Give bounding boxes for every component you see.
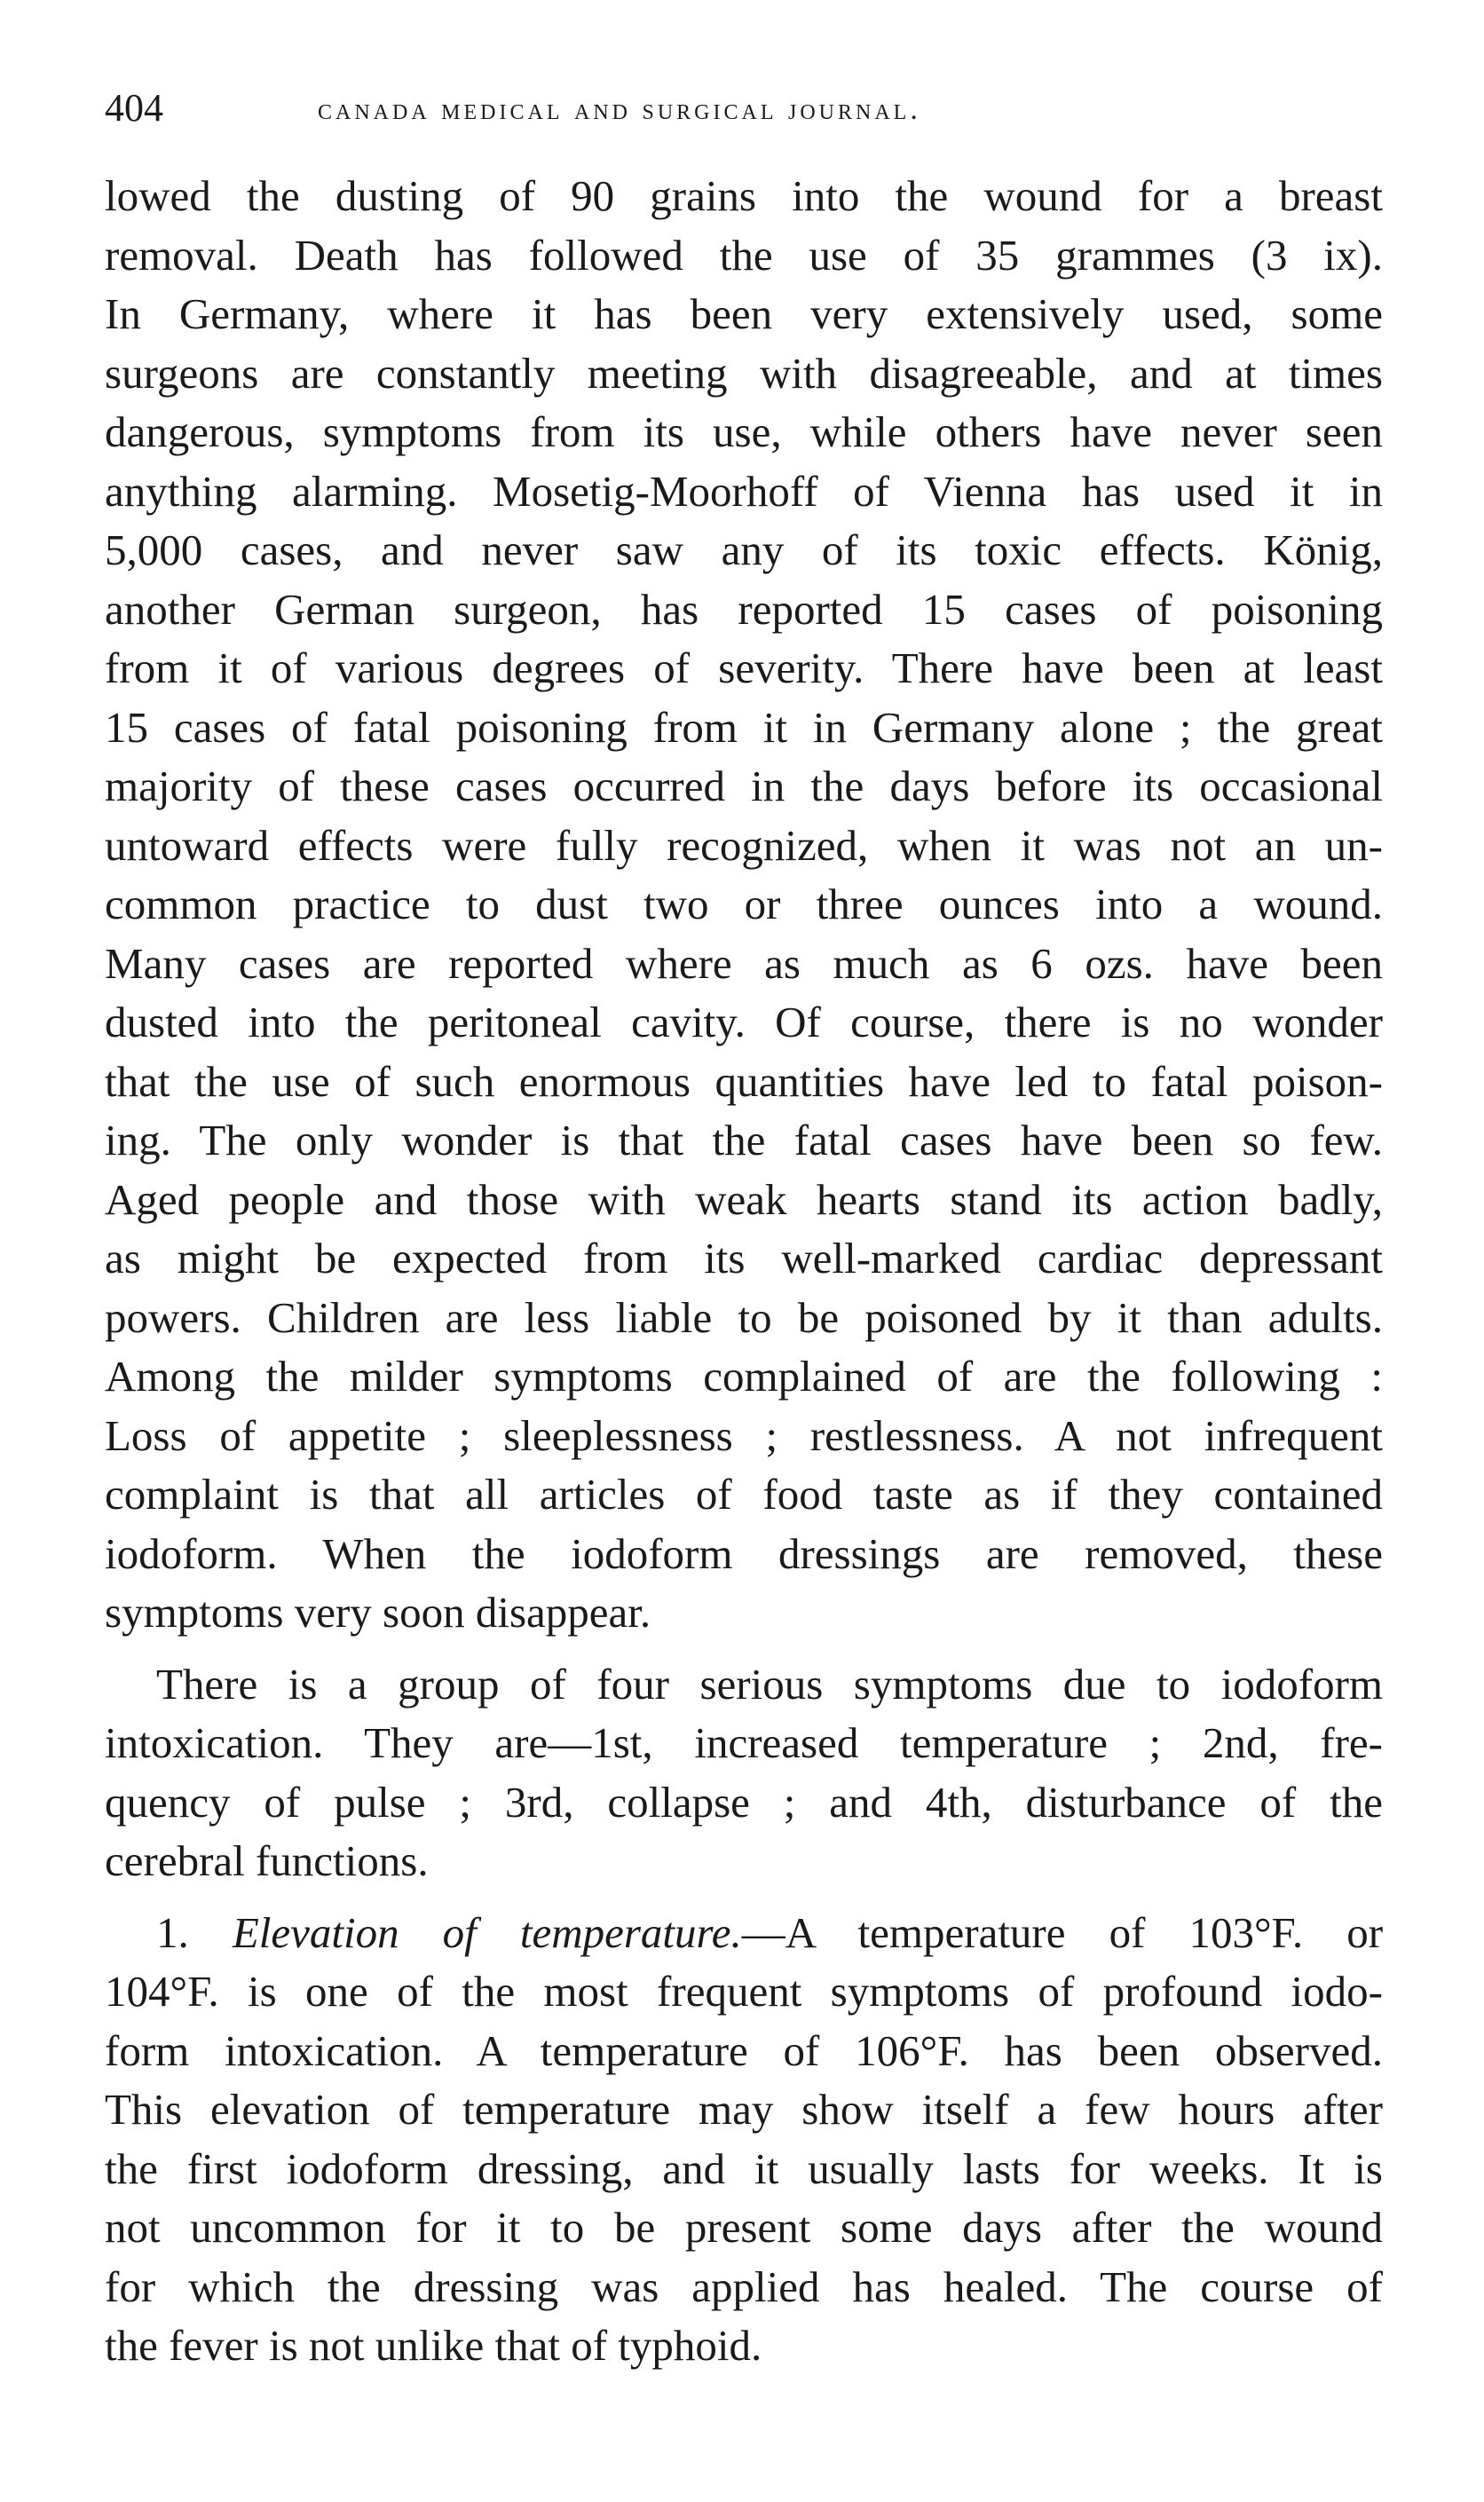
text-line: 5,000 cases, and never saw any of its toxic effects. König, xyxy=(105,525,1383,574)
running-head xyxy=(105,82,1383,135)
text-line: from it of various degrees of severity. There have been at least xyxy=(105,643,1383,692)
text-line: Many cases are reported where as much as 6 ozs. have been xyxy=(105,938,1383,988)
text-line: There is a group of four serious symptoms due to iodoform xyxy=(156,1659,1383,1709)
text-line: dangerous, symptoms from its use, while others have never seen xyxy=(105,407,1383,456)
text-line: powers. Children are less liable to be poisoned by it than adults. xyxy=(105,1292,1383,1342)
text-line: complaint is that all articles of food taste as if they contained xyxy=(105,1470,1383,1519)
text-line: the first iodoform dressing, and it usually lasts for weeks. It is xyxy=(105,2143,1383,2193)
page-number: 404 xyxy=(105,86,163,130)
text-line: anything alarming. Mosetig-Moorhoff of Vienna has used it in xyxy=(105,466,1383,516)
text-line: lowed the dusting of 90 grains into the wound for a breast xyxy=(105,171,1383,220)
text-line: cerebral functions. xyxy=(105,1836,429,1885)
article-body xyxy=(105,167,1383,2376)
text-line: In Germany, where it has been very extensively used, some xyxy=(105,289,1383,338)
text-line: Among the milder symptoms complained of are the following : xyxy=(105,1352,1383,1401)
section-number: 1. xyxy=(156,1907,189,1957)
text-line: symptoms very soon disappear. xyxy=(105,1588,651,1637)
paragraph-elevation-of-temperature xyxy=(105,1904,1383,2376)
text-line: removal. Death has followed the use of 35 grammes (3 ix). xyxy=(105,230,1383,280)
paragraph-iodoform-poisoning-cases xyxy=(105,167,1383,1643)
text-line: not uncommon for it to be present some days after the wound xyxy=(105,2203,1383,2252)
text-line: intoxication. They are—1st, increased temperature ; 2nd, fre- xyxy=(105,1718,1383,1767)
section-heading-rest: —A temperature of 103°F. or xyxy=(741,1907,1384,1957)
section-heading: Elevation of temperature. xyxy=(232,1907,742,1957)
paragraph-gap xyxy=(105,1643,1383,1655)
text-line: ing. The only wonder is that the fatal cases have been so few. xyxy=(105,1116,1383,1164)
text-line: form intoxication. A temperature of 106°F. has been observed. xyxy=(105,2025,1383,2075)
paragraph-gap xyxy=(105,1891,1383,1904)
text-line: 104°F. is one of the most frequent symptoms of profound iodo- xyxy=(105,1967,1383,2016)
text-line: iodoform. When the iodoform dressings are removed, these xyxy=(105,1528,1383,1578)
text-line: quency of pulse ; 3rd, collapse ; and 4th, disturbance of the xyxy=(105,1777,1383,1827)
text-line: surgeons are constantly meeting with disagreeable, and at times xyxy=(105,348,1383,398)
text-line: dusted into the peritoneal cavity. Of course, there is no wonder xyxy=(105,998,1383,1046)
text-line: another German surgeon, has reported 15 cases of poisoning xyxy=(105,584,1383,634)
journal-title: canada medical and surgical journal. xyxy=(318,93,921,126)
text-line: majority of these cases occurred in the days before its occasional xyxy=(105,762,1383,810)
text-line: for which the dressing was applied has healed. The course of xyxy=(105,2261,1383,2311)
text-line: Loss of appetite ; sleeplessness ; restlessness. A not infrequent xyxy=(105,1410,1383,1460)
text-line: that the use of such enormous quantities have led to fatal poison- xyxy=(105,1056,1383,1106)
text-line: Aged people and those with weak hearts stand its action badly, xyxy=(105,1174,1383,1224)
text-line: 15 cases of fatal poisoning from it in Germany alone ; the great xyxy=(105,702,1383,752)
text-line: the fever is not unlike that of typhoid. xyxy=(105,2321,762,2370)
text-line: as might be expected from its well-marked cardiac depressant xyxy=(105,1234,1383,1283)
text-line: untoward effects were fully recognized, when it was not an un- xyxy=(105,820,1383,870)
text-line: This elevation of temperature may show itself a few hours after xyxy=(105,2085,1383,2134)
paragraph-serious-symptoms xyxy=(105,1655,1383,1891)
text-line: common practice to dust two or three ounces into a wound. xyxy=(105,880,1383,928)
text-line xyxy=(105,1904,1383,1963)
